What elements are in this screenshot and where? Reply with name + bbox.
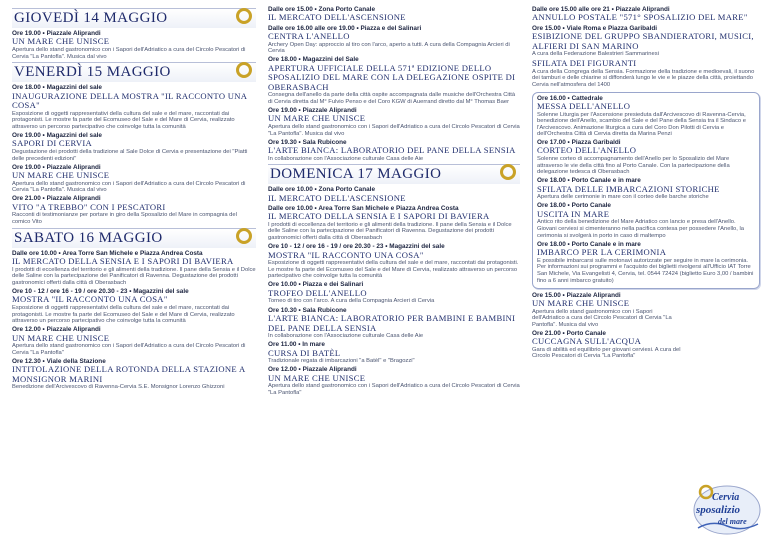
event-item <box>532 6 760 23</box>
event-item <box>532 330 682 360</box>
event-item <box>12 84 256 130</box>
day-heading: SABATO 16 MAGGIO <box>12 228 256 248</box>
event-title: INAUGURAZIONE DELLA MOSTRA "IL RACCONTO UNA COSA" <box>12 90 247 111</box>
event-item <box>268 243 520 280</box>
event-item <box>537 202 755 239</box>
event-description: In collaborazione con l'Associazione culturale Casa delle Aie <box>268 155 424 162</box>
event-description: Apertura dello stand gastronomico con i Sapori dell'Adriatico a cura del Circolo Pescatori di Cervia "La Pantofla". Musica dal vivo <box>12 180 246 194</box>
event-item <box>268 56 520 105</box>
event-time: Ore 19.00 • Piazzale Aliprandi <box>12 163 101 171</box>
event-description: Solenne Liturgia per l'Ascensione presieduta dall'Arcivescovo di Ravenna-Cervia, benedizione dell'Anello, scambio del Sale e del Pane della Sensia tra il Sindaco e l'Arcivescovo. Animazione liturgica a cura del Coro Don Pilotti di Cervia e dell'Orchestra Città di Cervia diretta da Marina Penzi <box>537 111 746 138</box>
event-item <box>268 341 520 365</box>
event-title: MOSTRA "IL RACCONTO UNA COSA" <box>12 294 168 305</box>
event-time: Ore 10 - 12 / ore 16 - 19 / ore 20.30 - 23 • Magazzini del sale <box>12 287 189 295</box>
event-time: Ore 12.00 • Piazzale Aliprandi <box>12 326 101 334</box>
event-description: I prodotti di eccellenza del territorio e gli alimenti della tradizione. Il pane della Sensia e il Dolce delle Saline con la partecipazione dei Panificatori di Ravenna. Degustazione dei prodotti gastronomici offerti dalla città di Oberasbach <box>268 221 512 242</box>
event-title: SAPORI DI CERVIA <box>12 138 93 149</box>
event-description: Apertura dello stand gastronomico con i Sapori dell'Adriatico a cura del Circolo Pescatori di Cervia "La Pantofla". Musica dal vivo <box>532 308 672 328</box>
event-time: Ore 21.00 • Porto Canale <box>532 329 606 337</box>
event-item <box>12 288 256 325</box>
event-title: ANNULLO POSTALE "571° SPOSALIZIO DEL MARE" <box>532 12 748 23</box>
event-time: Ore 18.00 • Porto Canale <box>537 202 611 210</box>
event-title: IL MERCATO DELLA SENSIA E I SAPORI DI BAVIERA <box>268 211 490 222</box>
event-item <box>268 366 520 396</box>
event-time: Ore 19.00 • Magazzini del sale <box>12 132 102 140</box>
event-item <box>12 195 256 225</box>
day-heading: VENERDÌ 15 MAGGIO <box>12 62 256 82</box>
event-item <box>532 59 760 88</box>
event-description: Esposizione di oggetti rappresentativi della cultura del sale e del mare, raccontati dai protagonisti. Le mostre fa parte del Ecomuseo del Sale e del Mare di Cervia, realizzato attraverso un percorso partecipativo che coinvolge tutta la comunità <box>12 304 235 325</box>
event-time: Ore 16.00 • Cattedrale <box>537 94 603 102</box>
sposalizio-logo <box>692 480 762 536</box>
event-time: Ore 11.00 • In mare <box>268 341 325 349</box>
event-title: CENTRA L'ANELLO <box>268 30 350 41</box>
event-title: ESIBIZIONE DEL GRUPPO SBANDIERATORI, MUSICI, ALFIERI DI SAN MARINO <box>532 30 754 51</box>
event-item <box>532 25 760 58</box>
event-time: Dalle ore 10.00 • Zona Porto Canale <box>268 186 376 194</box>
event-description: Apertura dello stand gastronomico con i Sapori dell'Adriatico a cura del Circolo Pescatori di Cervia "La Pantofla" <box>268 383 520 396</box>
event-title: SFILATA DEI FIGURANTI <box>532 58 637 69</box>
event-description: Esposizione di oggetti rappresentativi della cultura del sale e del mare, raccontati dai protagonisti. Le mostre fa parte del Ecomuseo del Sale e del Mare di Cervia, realizzato attraverso un percorso partecipativo che coinvolge tutta la comunità <box>268 260 519 280</box>
event-time: Dalle ore 15.00 • Zona Porto Canale <box>268 6 376 13</box>
event-description: Tradizionale regata di imbarcazioni "a Batèl" e "Bragozzi" <box>268 358 415 365</box>
event-description: Consegna dell'anello da parte della città ospite accompagnata dalle musiche dell'Orchestra Città di Cervia diretta dal M° Fulvio Penso e del Coro KGW di Auerrand diretto dal M° Thomas Baer <box>268 92 516 105</box>
event-title: UN MARE CHE UNISCE <box>12 36 110 47</box>
event-description: Apertura dello stand gastronomico con i Sapori dell'Adriatico a cura del Circolo Pescatori di Cervia "La Pantofla" <box>12 343 246 356</box>
event-time: Ore 17.00 • Piazza Garibaldi <box>537 139 621 147</box>
event-description: Racconti di testimonianze per portare in giro della Sposalizio del Mare in compagnia del comico Vito <box>12 212 237 226</box>
event-time: Ore 19.00 • Piazzale Aliprandi <box>268 107 357 115</box>
event-description: Benedizione dell'Arcivescovo di Ravenna-Cervia S.E. Monsignor Lorenzo Ghizzoni <box>12 384 225 391</box>
event-description: È possibile imbarcarsi sulle motonavi autorizzate per seguire in mare la cerimonia. Per informazioni sui programmi e l'acquisto dei biglietti rivolgersi all'Ufficio IAT Torre San Michele, Via Evangelisti 4, Cervia, tel. 0544 72424 (biglietto Euro 3,00 / bambini fino a 6 anni imbarco gratuito) <box>537 257 754 284</box>
event-title: IL MERCATO DELL'ASCENSIONE <box>268 192 406 203</box>
event-description: In collaborazione con l'Associazione culturale Casa delle Aie <box>268 333 424 340</box>
event-title: IL MERCATO DELLA SENSIA E I SAPORI DI BAVIERA <box>12 256 234 267</box>
event-description: Archery Open Day: approccio al tiro con l'arco, aperto a tutti. A cura della Compagnia Arcieri di Cervia <box>268 41 510 55</box>
event-description: Apertura delle cerimonie in mare con il corteo delle barche storiche <box>537 194 709 201</box>
day-heading: GIOVEDÌ 14 MAGGIO <box>12 8 256 28</box>
logo-line-3: del mare <box>718 517 747 526</box>
event-time: Dalle ore 10.00 • Area Torre San Michele e Piazza Andrea Costa <box>12 249 203 257</box>
event-item <box>12 326 256 356</box>
event-title: L'ARTE BIANCA: LABORATORIO DEL PANE DELLA SENSIA <box>268 145 516 156</box>
event-description: Solenne corteo di accompagnamento dell'Anello per lo Sposalizio del Mare attraverso le vie della città fino al Porto Canale. Con la partecipazione della delegazione tedesca di Oberasbach <box>537 156 730 176</box>
logo-line-2: sposalizio <box>696 504 741 516</box>
event-time: Dalle ore 15.00 alle ore 21 • Piazzale Aliprandi <box>532 6 670 13</box>
event-title: IL MERCATO DELL'ASCENSIONE <box>268 12 406 23</box>
event-title: CURSA DI BATÈL <box>268 347 341 358</box>
event-title: UN MARE CHE UNISCE <box>268 372 366 383</box>
event-item <box>12 358 256 391</box>
event-time: Ore 15.00 • Viale Roma e Piazza Garibaldi <box>532 24 658 32</box>
event-title: TROFEO DELL'ANELLO <box>268 287 367 298</box>
event-time: Ore 12.00 • Piazzale Aliprandi <box>268 366 357 374</box>
event-item <box>532 292 682 329</box>
event-title: UN MARE CHE UNISCE <box>268 113 366 124</box>
event-title: APERTURA UFFICIALE DELLA 571ª EDIZIONE DELLO SPOSALIZIO DEL MARE CON LA DELEGAZIONE OSPITE DI OBERASBACH <box>268 62 516 92</box>
program-column-3 <box>532 6 760 362</box>
event-item <box>12 164 256 194</box>
event-item <box>268 25 520 55</box>
event-time: Ore 18.00 • Porto Canale e in mare <box>537 177 641 185</box>
event-item <box>268 281 520 305</box>
ring-icon <box>500 164 516 180</box>
event-title: UN MARE CHE UNISCE <box>532 298 630 308</box>
event-title: CUCCAGNA SULL'ACQUA <box>532 336 642 347</box>
event-item <box>537 241 755 284</box>
program-column-2 <box>268 6 520 398</box>
event-item <box>268 6 520 23</box>
event-description: Torneo di tiro con l'arco. A cura della Compagnia Arcieri di Cervia <box>268 298 435 305</box>
event-description: Apertura dello stand gastronomico con i Sapori dell'Adriatico a cura del Circolo Pescatori di Cervia "La Pantofla". Musica dal vivo <box>12 47 246 60</box>
event-title: SFILATA DELLE IMBARCAZIONI STORICHE <box>537 183 720 194</box>
program-column-1 <box>12 6 256 393</box>
event-time: Ore 12.30 • Viale della Stazione <box>12 357 106 365</box>
logo-line-1: Cervia <box>712 492 740 503</box>
event-time: Ore 10.30 • Sala Rubicone <box>268 306 347 314</box>
event-description: Esposizione di oggetti rappresentativi della cultura del sale e del mare, raccontati dai protagonisti. Le mostre fa parte del Ecomuseo del Sale e del Mare di Cervia, realizzato attraverso un percorso partecipativo che coinvolge tutta la comunità <box>12 110 235 130</box>
event-item <box>268 139 520 163</box>
event-time: Ore 18.00 • Porto Canale e in mare <box>537 240 641 248</box>
event-description: Gara di abilità ed equilibrio per giovani cerviesi. A cura del Circolo Pescatori di Cervia "La Pantofla" <box>532 346 681 360</box>
event-description: I prodotti di eccellenza del territorio e gli alimenti della tradizione. Il pane della Sensia e il Dolce delle Saline con la partecipazione dei Panificatori di Ravenna. Degustazione dei prodotti gastronomici offerti dalla città di Oberasbach <box>12 266 256 286</box>
event-item <box>268 107 520 137</box>
event-time: Ore 21.00 • Piazzale Aliprandi <box>12 195 101 203</box>
event-title: INTITOLAZIONE DELLA ROTONDA DELLA STAZIONE A MONSIGNOR MARINI <box>12 364 245 384</box>
event-item <box>537 139 755 176</box>
event-description: A cura della Congrega della Sensia. Formazione della tradizione e medioevali, il suono dei tamburi e delle chiarine si diffonderà lungo le vie e le piazze della città, proiettando Cervia nell'atmosfera del 1400 <box>532 68 755 88</box>
event-time: Ore 19.00 • Piazzale Aliprandi <box>12 30 101 37</box>
event-description: Apertura dello stand gastronomico con i Sapori dell'Adriatico a cura del Circolo Pescatori di Cervia "La Pantofla". Musica dal vivo <box>268 124 520 137</box>
event-title: IMBARCO PER LA CERIMONIA <box>537 247 667 258</box>
ring-icon <box>236 62 252 78</box>
event-time: Ore 19.30 • Sala Rubicone <box>268 138 347 146</box>
event-item <box>268 186 520 203</box>
event-description: Antico rito della benedizione del Mare Adriatico con lancio e presa dell'Anello. Giovani cerviesi si cimenteranno nella pacifica contesa per possedere l'Anello, la cerimonia si svolgerà in porto in caso di maltempo <box>537 219 745 239</box>
event-time: Ore 10.00 • Piazza e dei Salinari <box>268 281 364 289</box>
event-title: UN MARE CHE UNISCE <box>12 170 110 181</box>
event-time: Dalle ore 10.00 • Area Torre San Michele e Piazza Andrea Costa <box>268 204 459 212</box>
event-title: VITO "A TREBBO" CON I PESCATORI <box>12 201 166 212</box>
event-title: L'ARTE BIANCA: LABORATORIO PER BAMBINI E BAMBINI DEL PANE DELLA SENSIA <box>268 312 516 333</box>
event-time: Dalle ore 16.00 alle ore 19.00 • Piazza e del Salinari <box>268 24 422 32</box>
ceremony-box <box>532 92 760 289</box>
event-time: Ore 10 - 12 / ore 16 - 19 / ore 20.30 - 23 • Magazzini del sale <box>268 243 445 251</box>
event-item <box>537 95 755 138</box>
event-description: Degustazione dei prodotti della tradizione al Sale Dolce di Cervia e presentazione dei "Piatti delle precedenti edizioni" <box>12 149 248 162</box>
event-item <box>12 250 256 287</box>
event-time: Ore 18.00 • Magazzini del Sale <box>268 56 359 64</box>
event-title: UN MARE CHE UNISCE <box>12 332 110 343</box>
event-title: USCITA IN MARE <box>537 208 610 219</box>
event-description: A cura della Federazione Balestrieri Sammarinesi <box>532 51 659 58</box>
event-time: Ore 15.00 • Piazzale Aliprandi <box>532 291 621 299</box>
event-title: CORTEO DELL'ANELLO <box>537 145 637 156</box>
event-title: MOSTRA "IL RACCONTO UNA COSA" <box>268 249 424 260</box>
event-item <box>537 177 755 201</box>
event-item <box>12 30 256 60</box>
event-item <box>12 132 256 162</box>
event-title: MESSA DELL'ANELLO <box>537 100 631 111</box>
ring-icon <box>236 8 252 24</box>
event-time: Ore 18.00 • Magazzini del sale <box>12 84 102 92</box>
event-item <box>268 205 520 242</box>
day-heading: DOMENICA 17 MAGGIO <box>268 164 520 184</box>
event-item <box>268 307 520 340</box>
ring-icon <box>236 228 252 244</box>
